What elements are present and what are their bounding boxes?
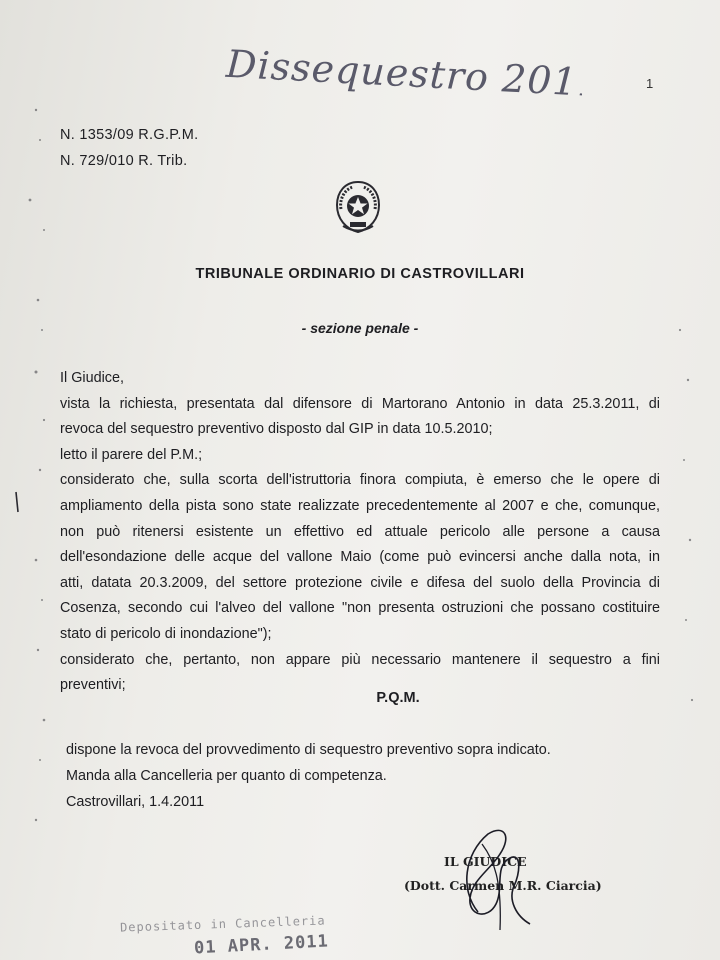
court-title-text: TRIBUNALE ORDINARIO DI CASTROVILLARI <box>195 266 525 282</box>
body-line: Cosenza, secondo cui l'alveo del vallone "non presenta ostruzioni che possano costituire <box>60 600 660 617</box>
body-line: stato di pericolo di inondazione"); <box>60 625 272 642</box>
handwritten-signature <box>430 820 550 940</box>
dispositive-section <box>66 737 551 815</box>
body-line: considerato che, sulla scorta dell'istruttoria finora compiuta, è emerso che le opere di <box>60 472 660 489</box>
handwritten-title <box>222 42 582 102</box>
body-line: non può ritenersi esistente un effettivo ed attuale pericolo alle persone a causa <box>60 523 660 540</box>
place-date: Castrovillari, 1.4.2011 <box>66 794 205 810</box>
body-line: vista la richiesta, presentata dal difensore di Martorano Antonio in data 25.3.2011, di <box>60 395 660 412</box>
reference-trib: N. 729/010 R. Trib. <box>60 153 188 169</box>
body-line: atti, datata 20.3.2009, del settore protezione civile e difesa del suolo della Provincia di <box>60 574 660 591</box>
handwritten-title-text: Dissequestro 2011 <box>225 42 582 102</box>
stamp-date: 01 APR. 2011 <box>193 931 330 959</box>
italian-republic-emblem-icon <box>333 179 383 235</box>
judge-name: (Dott. Carmen M.R. Ciarcia) <box>404 878 602 893</box>
reference-rgpm: N. 1353/09 R.G.P.M. <box>60 127 199 143</box>
body-line: considerato che, pertanto, non appare più necessario mantenere il sequestro a fini <box>60 651 660 668</box>
body-line: letto il parere del P.M.; <box>60 446 203 463</box>
body-line: dell'esondazione delle acque del vallone Maio (come può evincersi anche dalla nota, in <box>60 549 660 566</box>
court-title <box>0 266 720 282</box>
case-references <box>60 122 198 174</box>
body-line: ampliamento della pista sono state realizzate precedentemente al 2007 e che, comunque, <box>60 497 660 514</box>
pqm-heading: P.Q.M. <box>376 690 420 706</box>
body-line: preventivi; <box>60 677 126 694</box>
filing-stamp <box>112 915 342 960</box>
dispositive-line: Manda alla Cancelleria per quanto di competenza. <box>66 768 387 784</box>
dispositive-line: dispone la revoca del provvedimento di sequestro preventivo sopra indicato. <box>66 742 551 758</box>
page-number: 1 <box>646 76 654 91</box>
decree-body <box>60 366 660 699</box>
opening-line: Il Giudice, <box>60 370 124 386</box>
stamp-label: Depositato in Cancelleria <box>119 913 326 935</box>
body-line: revoca del sequestro preventivo disposto dal GIP in data 10.5.2010; <box>60 421 493 438</box>
handwriting-drawing <box>222 42 582 102</box>
judge-title: IL GIUDICE <box>444 854 527 869</box>
section-heading: - sezione penale - <box>301 320 419 336</box>
